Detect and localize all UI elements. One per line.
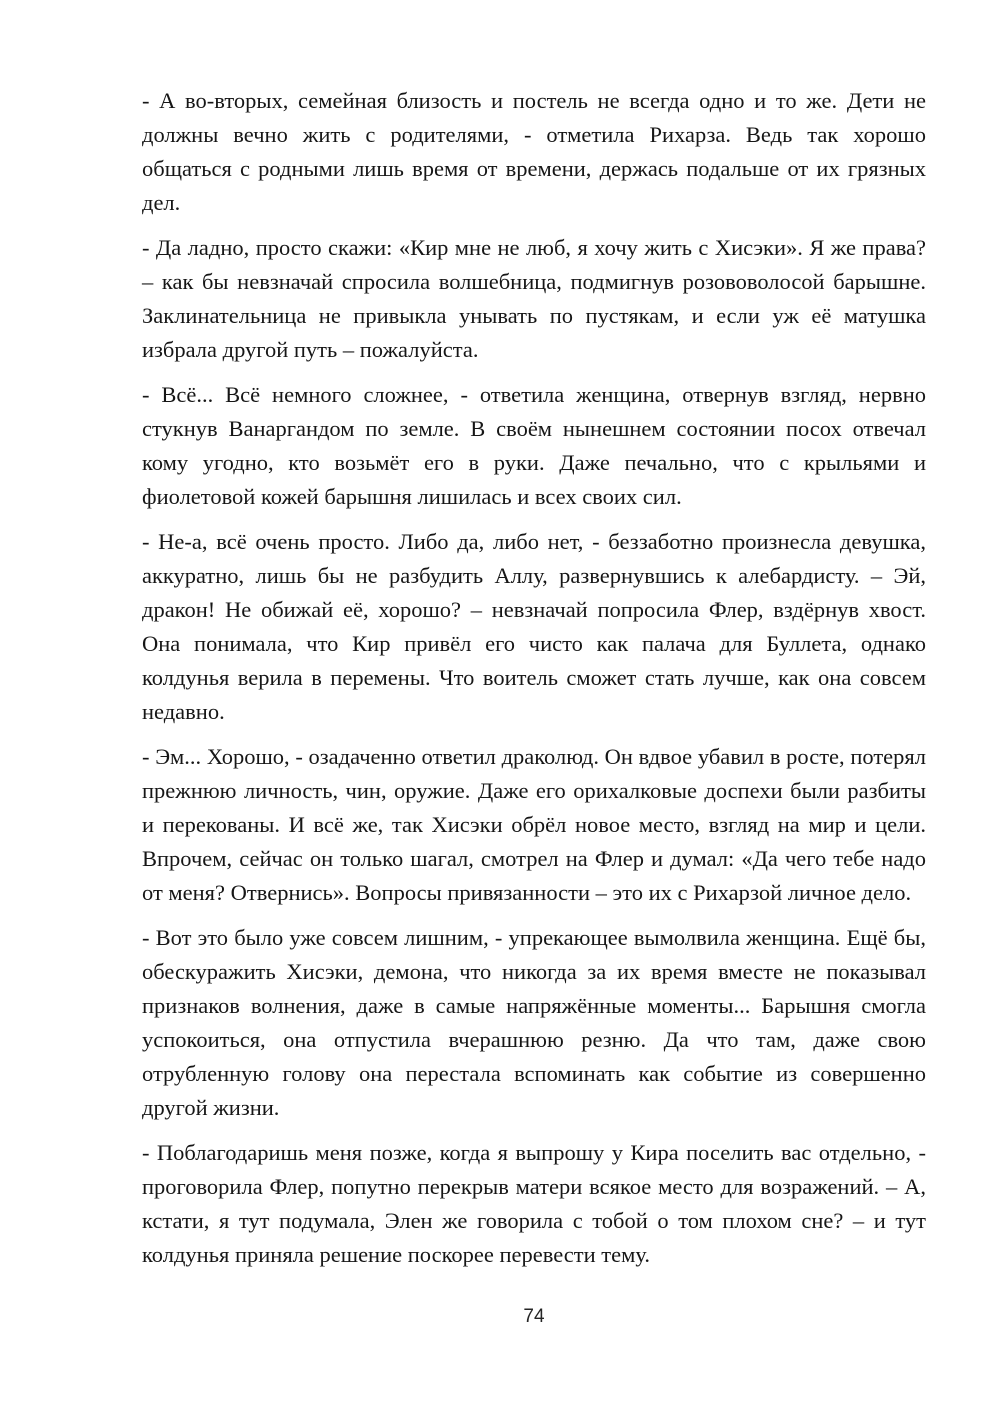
paragraph: - Вот это было уже совсем лишним, - упрекающее вымолвила женщина. Ещё бы, обескуражить Хисэки, демона, что никогда за их время вместе не показывал признаков волнения, даже в самые напряжённые моменты... Барышня смогла успокоиться, она отпустила вчерашнюю резню. Да что там, даже свою отрубленную голову она перестала вспоминать как событие из совершенно другой жизни. <box>142 925 926 1120</box>
paragraph: - Да ладно, просто скажи: «Кир мне не люб, я хочу жить с Хисэки». Я же права? – как бы невзначай спросила волшебница, подмигнув розововолосой барышне. Заклинательница не привыкла унывать по пустякам, и если уж её матушка избрала другой путь – пожалуйста. <box>142 235 926 362</box>
paragraph: - Поблагодаришь меня позже, когда я выпрошу у Кира поселить вас отдельно, - проговорила Флер, попутно перекрыв матери всякое место для возражений. – А, кстати, я тут подумала, Элен же говорила с тобой о том плохом сне? – и тут колдунья приняла решение поскорее перевести тему. <box>142 1140 926 1267</box>
paragraph: - Всё... Всё немного сложнее, - ответила женщина, отвернув взгляд, нервно стукнув Ванаргандом по земле. В своём нынешнем состоянии посох отвечал кому угодно, кто возьмёт его в руки. Даже печально, что с крыльями и фиолетовой кожей барышня лишилась и всех своих сил. <box>142 382 926 509</box>
paragraph: - Не-а, всё очень просто. Либо да, либо нет, - беззаботно произнесла девушка, аккуратно, лишь бы не разбудить Аллу, развернувшись к алебардисту. – Эй, дракон! Не обижай её, хорошо? – невзначай попросила Флер, вздёрнув хвост. Она понимала, что Кир привёл его чисто как палача для Буллета, однако колдунья верила в перемены. Что воитель сможет стать лучше, как она совсем недавно. <box>142 529 926 724</box>
paragraph: - А во-вторых, семейная близость и постель не всегда одно и то же. Дети не должны вечно жить с родителями, - отметила Рихарза. Ведь так хорошо общаться с родными лишь время от времени, держась подальше от их грязных дел. <box>142 88 926 215</box>
page-number: 74 <box>523 1306 545 1327</box>
paragraph: - Эм... Хорошо, - озадаченно ответил драколюд. Он вдвое убавил в росте, потерял прежнюю личность, чин, оружие. Даже его орихалковые доспехи были разбиты и перекованы. И всё же, так Хисэки обрёл новое место, взгляд на мир и цели. Впрочем, сейчас он только шагал, смотрел на Флер и думал: «Да чего тебе надо от меня? Отвернись». Вопросы привязанности – это их с Рихарзой личное дело. <box>142 744 926 905</box>
text-block <box>142 84 926 1283</box>
